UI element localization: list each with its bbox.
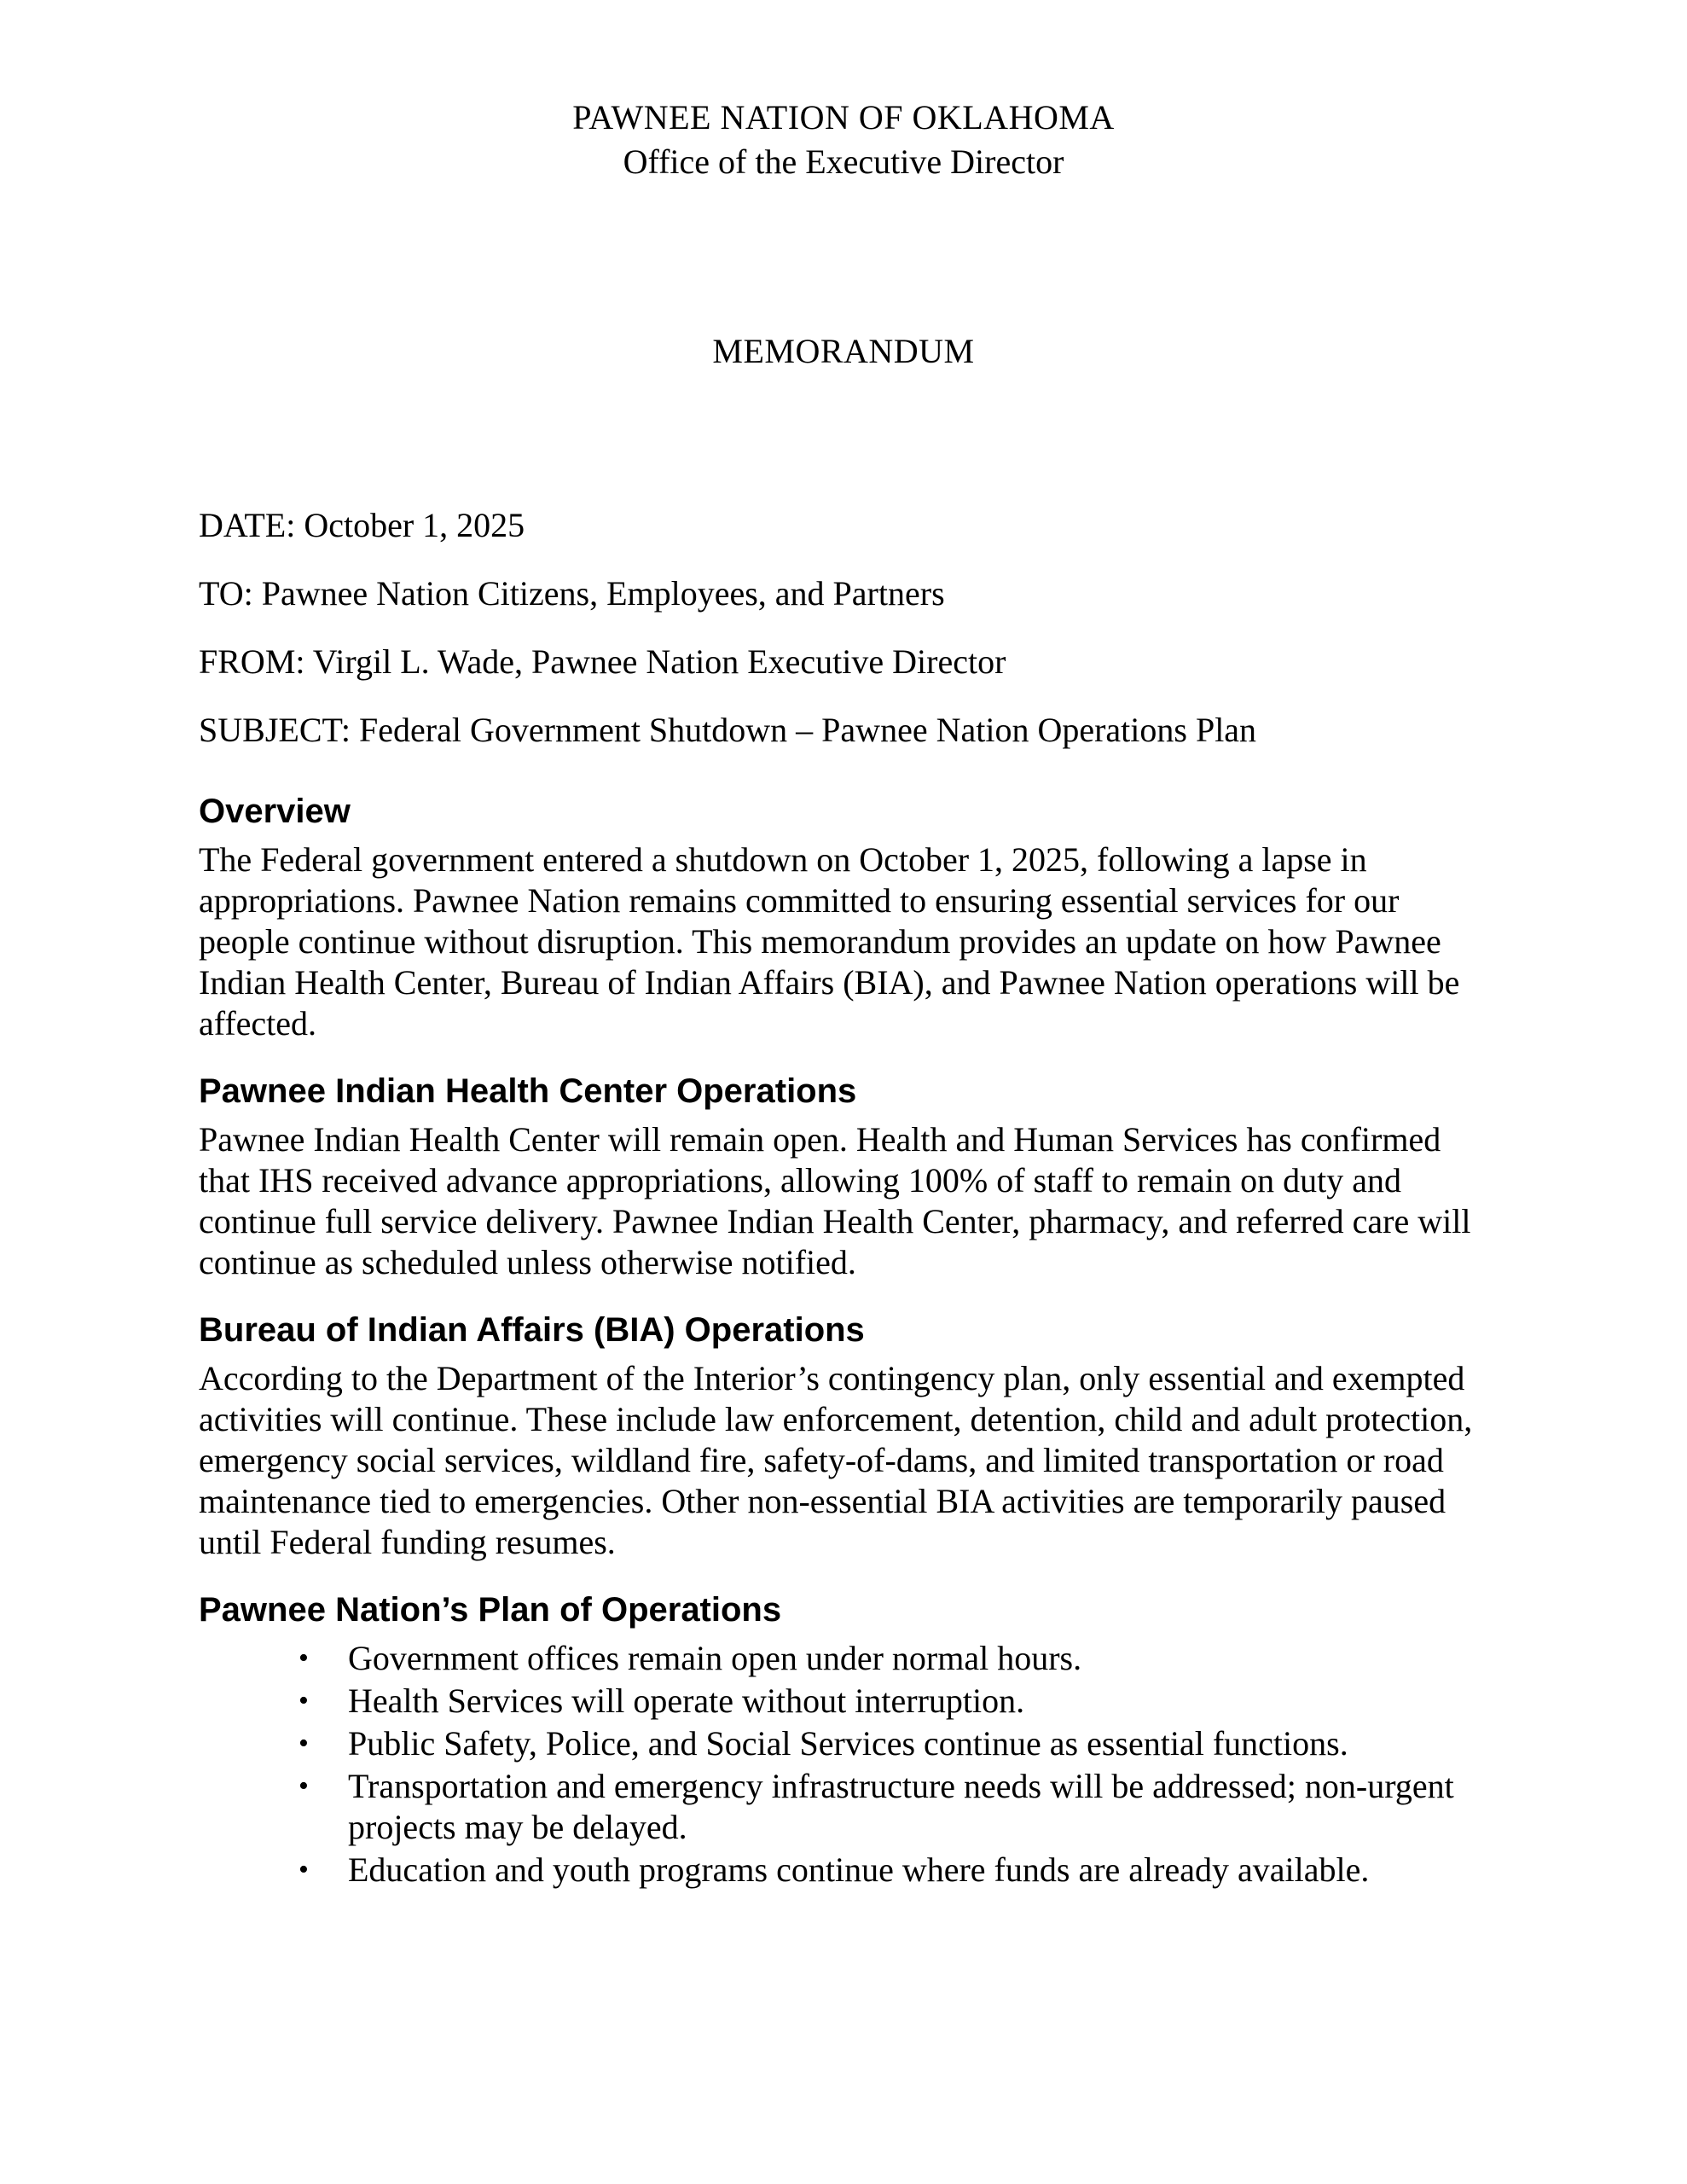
list-item [199, 1850, 1488, 1891]
list-item-text: Government offices remain open under normal hours. [348, 1639, 1082, 1677]
list-item-text: Transportation and emergency infrastructure needs will be addressed; non-urgent projects may be delayed. [348, 1767, 1454, 1846]
memo-subject-line: SUBJECT: Federal Government Shutdown – Pawnee Nation Operations Plan [199, 711, 1257, 749]
list-item [199, 1766, 1488, 1848]
section-overview-body: The Federal government entered a shutdown on October 1, 2025, following a lapse in appropriations. Pawnee Nation remains committed to ensuring essential services for our people continue without disruption. This memorandum provides an update on how Pawnee Indian Health Center, Bureau of Indian Affairs (BIA), and Pawnee Nation operations will be affected. [199, 840, 1460, 1043]
memo-to-line: TO: Pawnee Nation Citizens, Employees, and Partners [199, 574, 945, 613]
section-health-center-body: Pawnee Indian Health Center will remain open. Health and Human Services has confirmed that IHS received advance appropriations, allowing 100% of staff to remain on duty and continue full service delivery. Pawnee Indian Health Center, pharmacy, and referred care will continue as scheduled unless otherwise notified. [199, 1120, 1471, 1281]
plan-bullet-list [199, 1638, 1488, 1891]
list-item-text: Health Services will operate without interruption. [348, 1682, 1025, 1720]
bullet-icon: • [299, 1854, 309, 1885]
org-name: PAWNEE NATION OF OKLAHOMA [572, 98, 1115, 136]
list-item [199, 1681, 1488, 1722]
bullet-icon: • [299, 1685, 309, 1716]
list-item [199, 1638, 1488, 1679]
section-plan-heading: Pawnee Nation’s Plan of Operations [199, 1591, 782, 1629]
list-item-text: Education and youth programs continue where funds are already available. [348, 1850, 1370, 1889]
section-overview-heading: Overview [199, 793, 351, 830]
bullet-icon: • [299, 1770, 309, 1802]
memo-meta [199, 503, 1488, 752]
memo-date-line: DATE: October 1, 2025 [199, 506, 525, 544]
section-health-center [199, 1070, 1488, 1283]
section-bia-heading: Bureau of Indian Affairs (BIA) Operations [199, 1311, 865, 1349]
list-item-text: Public Safety, Police, and Social Services continue as essential functions. [348, 1724, 1348, 1763]
letterhead [199, 96, 1488, 184]
list-item [199, 1723, 1488, 1764]
section-bia [199, 1309, 1488, 1563]
section-health-center-heading: Pawnee Indian Health Center Operations [199, 1072, 857, 1110]
section-bia-body: According to the Department of the Interior’s contingency plan, only essential and exempted activities will continue. These include law enforcement, detention, child and adult protection, emergency social services, wildland fire, safety-of-dams, and limited transportation or road maintenance tied to emergencies. Other non-essential BIA activities are temporarily paused until Federal funding resumes. [199, 1359, 1473, 1561]
org-subtitle: Office of the Executive Director [623, 142, 1064, 181]
bullet-icon: • [299, 1642, 309, 1674]
doc-title: MEMORANDUM [712, 332, 975, 370]
memo-from-line: FROM: Virgil L. Wade, Pawnee Nation Executive Director [199, 642, 1006, 681]
section-overview [199, 790, 1488, 1044]
section-plan [199, 1589, 1488, 1891]
bullet-icon: • [299, 1728, 309, 1759]
